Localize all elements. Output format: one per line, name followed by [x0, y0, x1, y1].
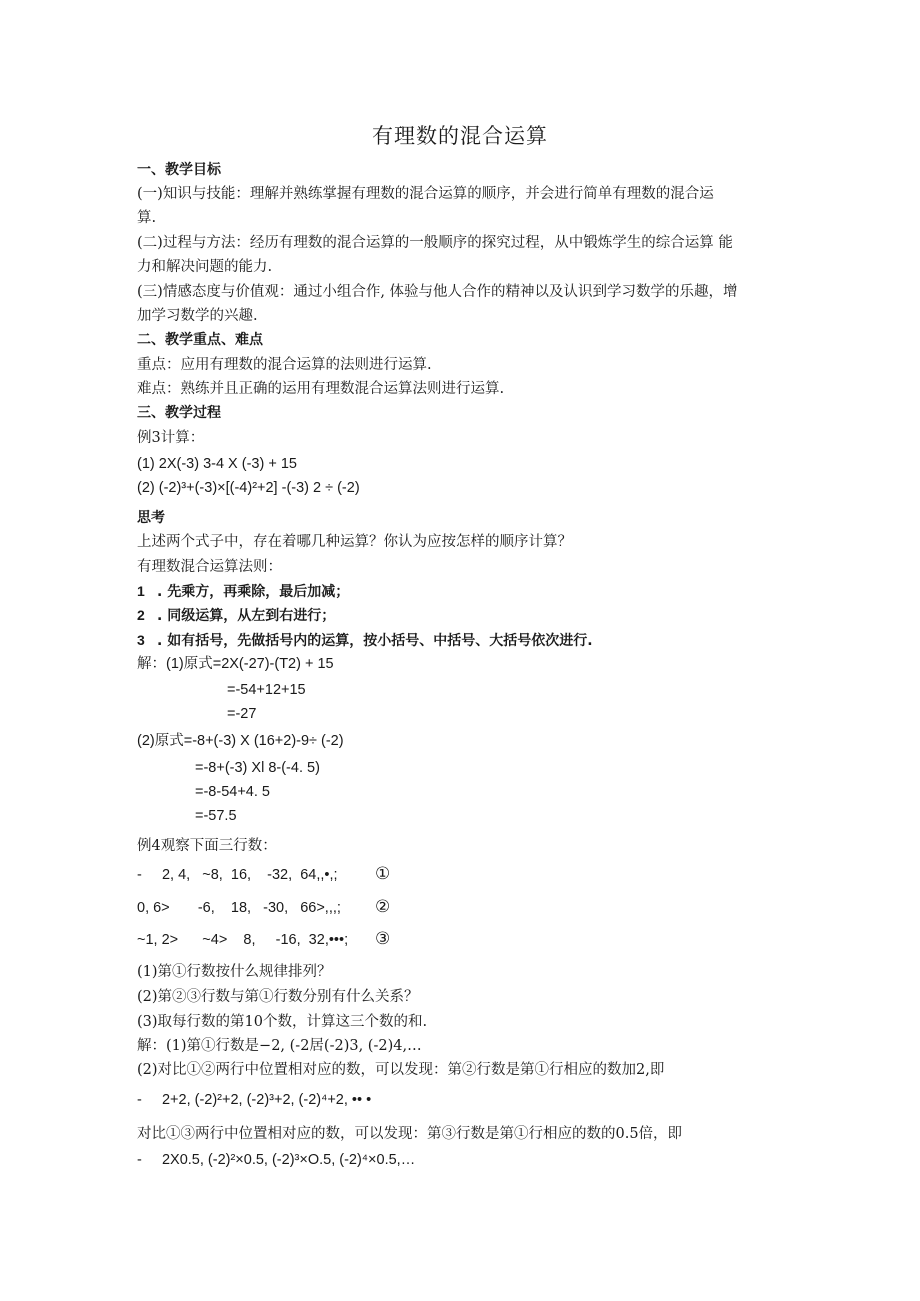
rule-1-number: 1	[137, 583, 145, 599]
row-3-marker: ③	[375, 929, 391, 949]
answer-3-series: - 2X0.5, (-2)²×0.5, (-2)³×O.5, (-2)⁴×0.5,…	[137, 1152, 416, 1168]
rule-2	[137, 605, 335, 626]
example-4-title: 例4观察下面三行数：	[137, 838, 277, 854]
answer-2-series: - 2+2, (-2)²+2, (-2)³+2, (-2)⁴+2, •• •	[137, 1092, 372, 1108]
key-point: 重点：应用有理数的混合运算的法则进行运算.	[137, 357, 432, 373]
goal-process-line-cont: 力和解决问题的能力.	[137, 259, 273, 275]
solution-1-line-3: =-27	[227, 706, 257, 722]
problem-2: (2) (-2)³+(-3)×[(-4)²+2] -(-3) 2 ÷ (-2)	[137, 480, 360, 496]
solution-2-line-3: =-8-54+4. 5	[195, 784, 270, 800]
question-3: (3)取每行数的第10个数，计算这三个数的和.	[137, 1014, 428, 1030]
rule-3-number: 3	[137, 632, 145, 648]
goal-knowledge-line-cont: 算.	[137, 210, 157, 226]
answer-2: (2)对比①②两行中位置相对应的数，可以发现：第②行数是第①行相应的数加2,即	[137, 1062, 665, 1078]
solution-2-line-4: =-57.5	[195, 808, 237, 824]
number-row-2: 0, 6> -6, 18, -30, 66>,,,;	[137, 900, 341, 916]
problem-1: (1) 2X(-3) 3-4 X (-3) + 15	[137, 456, 297, 472]
number-row-1: - 2, 4, ~8, 16, -32, 64,,•,;	[137, 867, 338, 883]
question-1: (1)第①行数按什么规律排列？	[137, 964, 332, 980]
solution-1-line-1: 解：(1)原式=2X(-27)-(T2) + 15	[137, 656, 334, 672]
goal-attitude-line-cont: 加学习数学的兴趣.	[137, 308, 258, 324]
think-heading: 思考	[137, 510, 165, 526]
goal-attitude-line: (三)情感态度与价值观：通过小组合作, 体验与他人合作的精神以及认识到学习数学的乐趣，增	[137, 284, 738, 300]
difficult-point: 难点：熟练并且正确的运用有理数混合运算法则进行运算.	[137, 381, 505, 397]
question-2: (2)第②③行数与第①行数分别有什么关系？	[137, 989, 419, 1005]
number-row-3: ~1, 2> ~4> 8, -16, 32,•••;	[137, 932, 349, 948]
think-question: 上述两个式子中，存在着哪几种运算？你认为应按怎样的顺序计算？	[137, 534, 572, 550]
goal-process-line: (二)过程与方法：经历有理数的混合运算的一般顺序的探究过程，从中锻炼学生的综合运算 能	[137, 235, 733, 251]
section-heading-goals: 一、教学目标	[137, 162, 221, 178]
rule-2-number: 2	[137, 607, 145, 623]
rule-title: 有理数混合运算法则：	[137, 559, 282, 575]
section-heading-process: 三、教学过程	[137, 405, 221, 421]
rule-1	[137, 581, 349, 602]
example-3-title: 例3计算：	[137, 430, 205, 446]
solution-2-line-1: (2)原式=-8+(-3) X (16+2)-9÷ (-2)	[137, 733, 344, 749]
rule-3-text: . 如有括号，先做括号内的运算，按小括号、中括号、大括号依次进行.	[157, 633, 593, 649]
answer-3: 对比①③两行中位置相对应的数，可以发现：第③行数是第①行相应的数的0.5倍，即	[137, 1126, 683, 1142]
solution-1-line-2: =-54+12+15	[227, 682, 306, 698]
section-heading-keypoints: 二、教学重点、难点	[137, 332, 263, 348]
rule-1-text: . 先乘方，再乘除，最后加减；	[157, 584, 350, 600]
rule-2-text: . 同级运算，从左到右进行；	[157, 608, 336, 624]
solution-2-line-2: =-8+(-3) Xl 8-(-4. 5)	[195, 760, 320, 776]
goal-knowledge-line: (一)知识与技能：理解并熟练掌握有理数的混合运算的顺序，并会进行简单有理数的混合运	[137, 186, 714, 202]
answer-1: 解：(1)第①行数是−2, (-2居(-2)3, (-2)4,…	[137, 1038, 422, 1054]
row-2-marker: ②	[375, 897, 391, 917]
page-title: 有理数的混合运算	[372, 124, 548, 148]
row-1-marker: ①	[375, 864, 391, 884]
rule-3	[137, 630, 593, 651]
